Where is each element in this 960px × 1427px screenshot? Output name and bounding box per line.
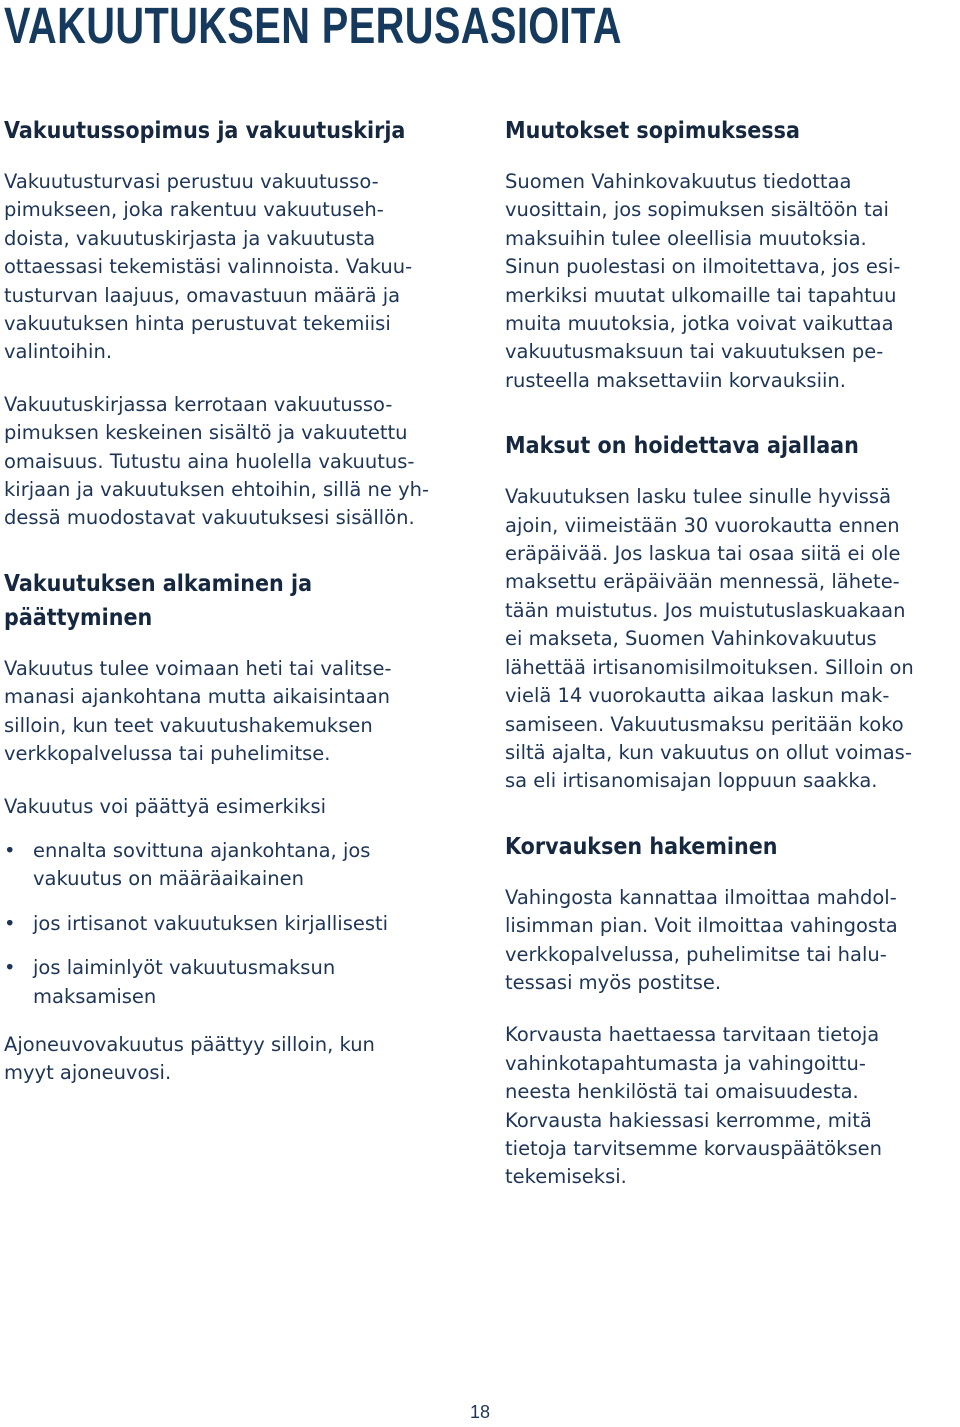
text-line: lisimman pian. Voit ilmoittaa vahingosta xyxy=(505,914,898,938)
text-line: Vakuutuskirjassa kerrotaan vakuutusso- xyxy=(4,392,393,416)
text-line: dessä muodostavat vakuutuksesi sisällön. xyxy=(4,506,415,530)
text-line: eräpäivää. Jos laskua tai osaa siitä ei ole xyxy=(505,542,901,566)
text-line: rusteella maksettaviin korvauksiin. xyxy=(505,368,846,392)
section-heading-text: Vakuutussopimus ja vakuutuskirja xyxy=(4,118,406,144)
paragraph xyxy=(4,655,474,769)
text-line: manasi ajankohtana mutta aikaisintaan xyxy=(4,685,391,709)
text-line: sa eli irtisanomisajan loppuun saakka. xyxy=(505,769,878,793)
section-heading xyxy=(4,114,474,148)
bullet-icon: • xyxy=(4,956,16,980)
text-line: pimuksen keskeinen sisältö ja vakuutettu xyxy=(4,421,408,445)
text-line: samiseen. Vakuutusmaksu peritään koko xyxy=(505,712,904,736)
page-number: 18 xyxy=(469,1402,491,1422)
list-item xyxy=(4,837,474,894)
text-line: myyt ajoneuvosi. xyxy=(4,1061,172,1085)
text-line: Sinun puolestasi on ilmoitettava, jos esi- xyxy=(505,255,901,279)
section-korvaus xyxy=(505,830,960,1192)
text-line: Suomen Vahinkovakuutus tiedottaa xyxy=(505,170,852,193)
text-line: ajoin, viimeistään 30 vuorokautta ennen xyxy=(505,513,900,537)
text-line: tusturvan laajuus, omavastuun määrä ja xyxy=(4,283,401,307)
list-item xyxy=(4,954,474,1011)
text-line: vakuutus on määräaikainen xyxy=(33,867,305,891)
section-maksut xyxy=(505,429,960,795)
text-line: Vakuutus tulee voimaan heti tai valitse- xyxy=(4,656,392,680)
text-line: vielä 14 vuorokautta aikaa laskun mak- xyxy=(505,684,890,708)
section-heading-text: Muutokset sopimuksessa xyxy=(505,118,800,144)
section-alkaminen-paattyminen xyxy=(4,567,474,1088)
page-title: VAKUUTUKSEN PERUSASIOITA xyxy=(4,0,622,54)
section-heading-text xyxy=(4,567,312,635)
text-line: verkkopalvelussa tai puhelimitse. xyxy=(4,742,331,766)
text-line: valintoihin. xyxy=(4,340,113,364)
text-line: vakuutuksen hinta perustuvat tekemiisi xyxy=(4,312,391,336)
text-line: muita muutoksia, jotka voivat vaikuttaa xyxy=(505,312,894,336)
text-line: jos laiminlyöt vakuutusmaksun xyxy=(33,956,336,980)
text-line: tessasi myös postitse. xyxy=(505,970,722,994)
text-line: tekemiseksi. xyxy=(505,1165,627,1189)
right-column xyxy=(505,114,960,1216)
bullet-icon: • xyxy=(4,838,16,862)
text-line: Vakuutuksen lasku tulee sinulle hyvissä xyxy=(505,485,892,509)
text-line: Korvausta haettaessa tarvitaan tietoja xyxy=(505,1023,880,1047)
text-line: jos irtisanot vakuutuksen kirjallisesti xyxy=(33,911,389,935)
text-line: verkkopalvelussa, puhelimitse tai halu- xyxy=(505,942,887,966)
text-line: Vakuutus voi päättyä esimerkiksi xyxy=(4,794,327,818)
text-line: lähettää irtisanomisilmoituksen. Silloin on xyxy=(505,655,914,679)
list-item xyxy=(4,910,474,938)
text-line: vahinkotapahtumasta ja vahingoittu- xyxy=(505,1051,866,1075)
paragraph xyxy=(505,168,960,395)
section-heading-text: Korvauksen hakeminen xyxy=(505,833,778,860)
text-line: Korvausta hakiessasi kerromme, mitä xyxy=(505,1108,872,1132)
text-line: omaisuus. Tutustu aina huolella vakuutus- xyxy=(4,449,415,473)
text-line: siltä ajalta, kun vakuutus on ollut voimas- xyxy=(505,740,912,764)
paragraph xyxy=(4,793,474,821)
text-line: pimukseen, joka rakentuu vakuutuseh- xyxy=(4,198,384,222)
section-vakuutussopimus xyxy=(4,114,474,533)
text-line: maksettu eräpäivään mennessä, lähete- xyxy=(505,570,900,594)
paragraph xyxy=(505,1021,960,1191)
paragraph xyxy=(4,1031,474,1088)
heading-line: Vakuutuksen alkaminen ja xyxy=(4,570,313,597)
paragraph xyxy=(4,391,474,533)
paragraph xyxy=(4,168,474,367)
section-heading xyxy=(4,567,474,635)
text-line: vuosittain, jos sopimuksen sisältöön tai xyxy=(505,198,889,222)
section-heading xyxy=(505,114,960,148)
text-line: ottaessasi tekemistäsi valinnoista. Vakuu- xyxy=(4,255,413,279)
left-column xyxy=(4,114,474,1112)
text-line: Vahingosta kannattaa ilmoittaa mahdol- xyxy=(505,885,897,909)
text-line: neesta henkilöstä tai omaisuudesta. xyxy=(505,1080,859,1104)
section-heading xyxy=(505,830,960,864)
paragraph xyxy=(505,884,960,998)
text-line: maksamisen xyxy=(33,984,157,1008)
text-line: merkiksi muutat ulkomaille tai tapahtuu xyxy=(505,283,897,307)
section-muutokset xyxy=(505,114,960,395)
text-line: maksuihin tulee oleellisia muutoksia. xyxy=(505,226,867,250)
text-line: silloin, kun teet vakuutushakemuksen xyxy=(4,713,373,737)
text-line: Vakuutusturvasi perustuu vakuutusso- xyxy=(4,170,379,193)
section-heading-text: Maksut on hoidettava ajallaan xyxy=(505,433,859,460)
text-line: doista, vakuutuskirjasta ja vakuutusta xyxy=(4,226,376,250)
bullet-icon: • xyxy=(4,911,16,935)
text-line: tään muistutus. Jos muistutuslaskuakaan xyxy=(505,598,906,622)
text-line: ei makseta, Suomen Vahinkovakuutus xyxy=(505,627,877,651)
text-line: tietoja tarvitsemme korvauspäätöksen xyxy=(505,1136,882,1160)
text-line: kirjaan ja vakuutuksen ehtoihin, sillä ne yh- xyxy=(4,478,430,502)
paragraph xyxy=(505,483,960,795)
section-heading xyxy=(505,429,960,463)
heading-line: päättyminen xyxy=(4,604,153,631)
text-line: ennalta sovittuna ajankohtana, jos xyxy=(33,838,371,862)
text-line: Ajoneuvovakuutus päättyy silloin, kun xyxy=(4,1032,375,1056)
text-line: vakuutusmaksuun tai vakuutuksen pe- xyxy=(505,340,884,364)
bullet-list xyxy=(4,837,474,1011)
